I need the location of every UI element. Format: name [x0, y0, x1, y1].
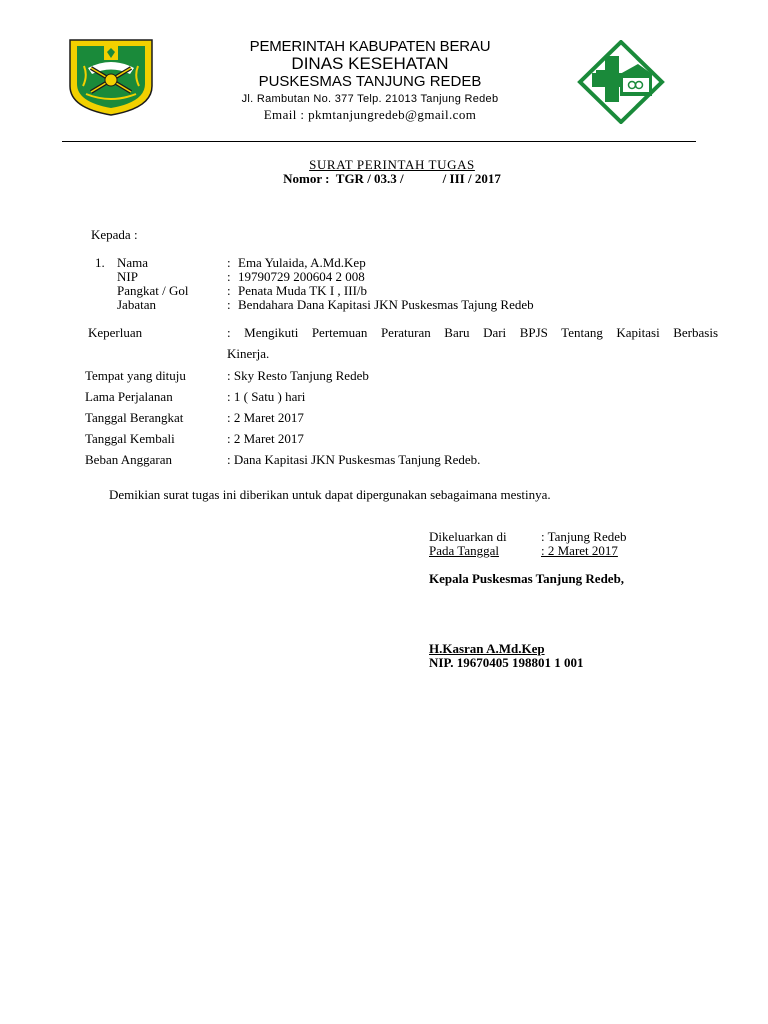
issued-date-label: Pada Tanggal — [429, 543, 499, 558]
return-date-label: Tanggal Kembali — [85, 431, 175, 446]
header-puskesmas: PUSKESMAS TANJUNG REDEB — [258, 73, 482, 90]
issued-date-value: : 2 Maret 2017 — [541, 543, 618, 558]
person-number: 1. — [95, 255, 105, 270]
rank-value: Penata Muda TK I , III/b — [238, 283, 368, 298]
signatory-name: H.Kasran A.Md.Kep — [429, 641, 545, 656]
duration-value: : 1 ( Satu ) hari — [227, 389, 306, 404]
departure-date-label: Tanggal Berangkat — [85, 410, 184, 425]
destination-value: : Sky Resto Tanjung Redeb — [227, 368, 369, 383]
purpose-value-continued: Kinerja. — [227, 346, 270, 361]
header-divider — [62, 141, 696, 142]
nip-label: NIP — [117, 269, 138, 284]
header-government: PEMERINTAH KABUPATEN BERAU — [249, 38, 491, 55]
rank-separator: : — [227, 283, 231, 298]
issued-place-label: Dikeluarkan di — [429, 529, 507, 544]
closing-statement: Demikian surat tugas ini diberikan untuk dapat dipergunakan sebagaimana mestinya. — [109, 487, 551, 502]
nip-value: 19790729 200604 2 008 — [238, 269, 365, 284]
budget-label: Beban Anggaran — [85, 452, 173, 467]
nip-separator: : — [227, 269, 231, 284]
purpose-label: Keperluan — [88, 325, 143, 340]
rank-label: Pangkat / Gol — [117, 283, 189, 298]
position-label: Jabatan — [117, 297, 156, 312]
signatory-nip: NIP. 19670405 198801 1 001 — [429, 655, 584, 670]
issued-place-value: : Tanjung Redeb — [541, 529, 627, 544]
signatory-position: Kepala Puskesmas Tanjung Redeb, — [429, 571, 625, 586]
return-date-value: : 2 Maret 2017 — [227, 431, 304, 446]
position-value: Bendahara Dana Kapitasi JKN Puskesmas Tajung Redeb — [238, 297, 534, 312]
header-email: Email : pkmtanjungredeb@gmail.com — [263, 107, 477, 122]
puskesmas-logo-icon — [576, 40, 666, 124]
name-value: Ema Yulaida, A.Md.Kep — [238, 255, 366, 270]
departure-date-value: : 2 Maret 2017 — [227, 410, 304, 425]
recipient-label: Kepada : — [91, 227, 138, 242]
name-label: Nama — [117, 255, 149, 270]
document-title: SURAT PERINTAH TUGAS — [309, 157, 475, 172]
header-address: Jl. Rambutan No. 377 Telp. 21013 Tanjung Redeb — [241, 93, 499, 105]
position-separator: : — [227, 297, 231, 312]
header-agency: DINAS KESEHATAN — [291, 54, 449, 73]
purpose-value: : Mengikuti Pertemuan Peraturan Baru Dari BPJS Tentang Kapitasi Berbasis — [227, 325, 718, 340]
document-number: Nomor : TGR / 03.3 / / III / 2017 — [283, 171, 501, 186]
destination-label: Tempat yang dituju — [85, 368, 186, 383]
duration-label: Lama Perjalanan — [85, 389, 173, 404]
kabupaten-berau-emblem-icon — [66, 38, 156, 116]
budget-value: : Dana Kapitasi JKN Puskesmas Tanjung Redeb. — [227, 452, 481, 467]
name-separator: : — [227, 255, 231, 270]
